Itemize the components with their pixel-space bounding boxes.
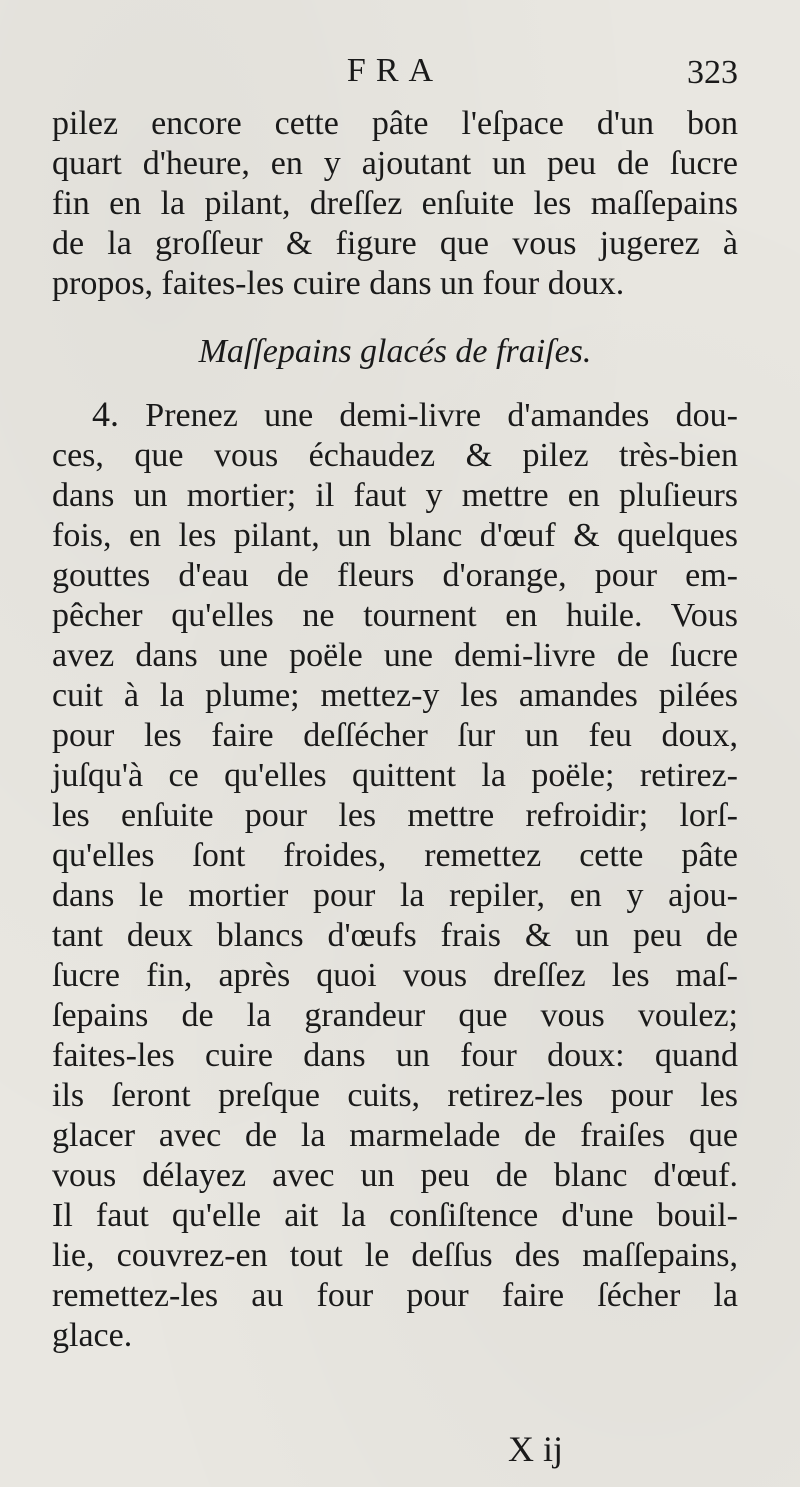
text-line: juſqu'à ce qu'elles quittent la poële; retirez- bbox=[52, 757, 738, 794]
text-line: ſepains de la grandeur que vous voulez; bbox=[52, 997, 738, 1034]
text-line: ils ſeront preſque cuits, retirez-les pour les bbox=[52, 1077, 738, 1114]
text-line: glace. bbox=[52, 1317, 133, 1354]
text-line-first-rest: Prenez une demi-livre d'amandes dou- bbox=[145, 397, 738, 434]
text-line: propos, faites-les cuire dans un four doux. bbox=[52, 265, 625, 302]
text-line: glacer avec de la marmelade de fraiſes que bbox=[52, 1117, 738, 1154]
text-line: fin en la pilant, dreſſez enſuite les maſſepains bbox=[52, 185, 738, 222]
signature-mark: X ij bbox=[508, 1429, 564, 1469]
running-head bbox=[52, 52, 738, 104]
running-head-title: FRA bbox=[346, 52, 444, 89]
text-line: pêcher qu'elles ne tournent en huile. Vous bbox=[52, 597, 738, 634]
page-number: 323 bbox=[687, 54, 738, 91]
text-line: quart d'heure, en y ajoutant un peu de ſucre bbox=[52, 145, 738, 182]
text-line: ces, que vous échaudez & pilez très-bien bbox=[52, 437, 738, 474]
text-line: de la groſſeur & figure que vous jugerez à bbox=[52, 225, 738, 262]
paragraph-continued bbox=[52, 104, 738, 304]
text-line: Il faut qu'elle ait la conſiſtence d'une bouil- bbox=[52, 1197, 738, 1234]
text-line: gouttes d'eau de fleurs d'orange, pour em- bbox=[52, 557, 738, 594]
text-line: lie, couvrez-en tout le deſſus des maſſepains, bbox=[52, 1237, 738, 1274]
paragraph-number: 4. bbox=[92, 394, 119, 434]
text-line: faites-les cuire dans un four doux: quand bbox=[52, 1037, 738, 1074]
text-line: fois, en les pilant, un blanc d'œuf & quelques bbox=[52, 517, 738, 554]
text-line: remettez-les au four pour faire ſécher la bbox=[52, 1277, 738, 1314]
text-line: dans un mortier; il faut y mettre en pluſieurs bbox=[52, 477, 738, 514]
text-line: tant deux blancs d'œufs frais & un peu de bbox=[52, 917, 738, 954]
text-line: pour les faire deſſécher ſur un feu doux, bbox=[52, 717, 738, 754]
text-line: pilez encore cette pâte l'eſpace d'un bon bbox=[52, 105, 738, 142]
text-line: dans le mortier pour la repiler, en y ajou- bbox=[52, 877, 738, 914]
text-line: vous délayez avec un peu de blanc d'œuf. bbox=[52, 1157, 738, 1194]
text-line: les enſuite pour les mettre refroidir; lorſ- bbox=[52, 797, 738, 834]
text-line: ſucre fin, après quoi vous dreſſez les maſ- bbox=[52, 957, 738, 994]
section-heading: Maſſepains glacés de fraiſes. bbox=[198, 333, 592, 370]
text-line-first bbox=[52, 394, 738, 436]
text-line: qu'elles ſont froides, remettez cette pâte bbox=[52, 837, 738, 874]
text-line: avez dans une poële une demi-livre de ſucre bbox=[52, 637, 738, 674]
text-line: cuit à la plume; mettez-y les amandes pilées bbox=[52, 677, 738, 714]
paragraph-4 bbox=[52, 394, 738, 1356]
